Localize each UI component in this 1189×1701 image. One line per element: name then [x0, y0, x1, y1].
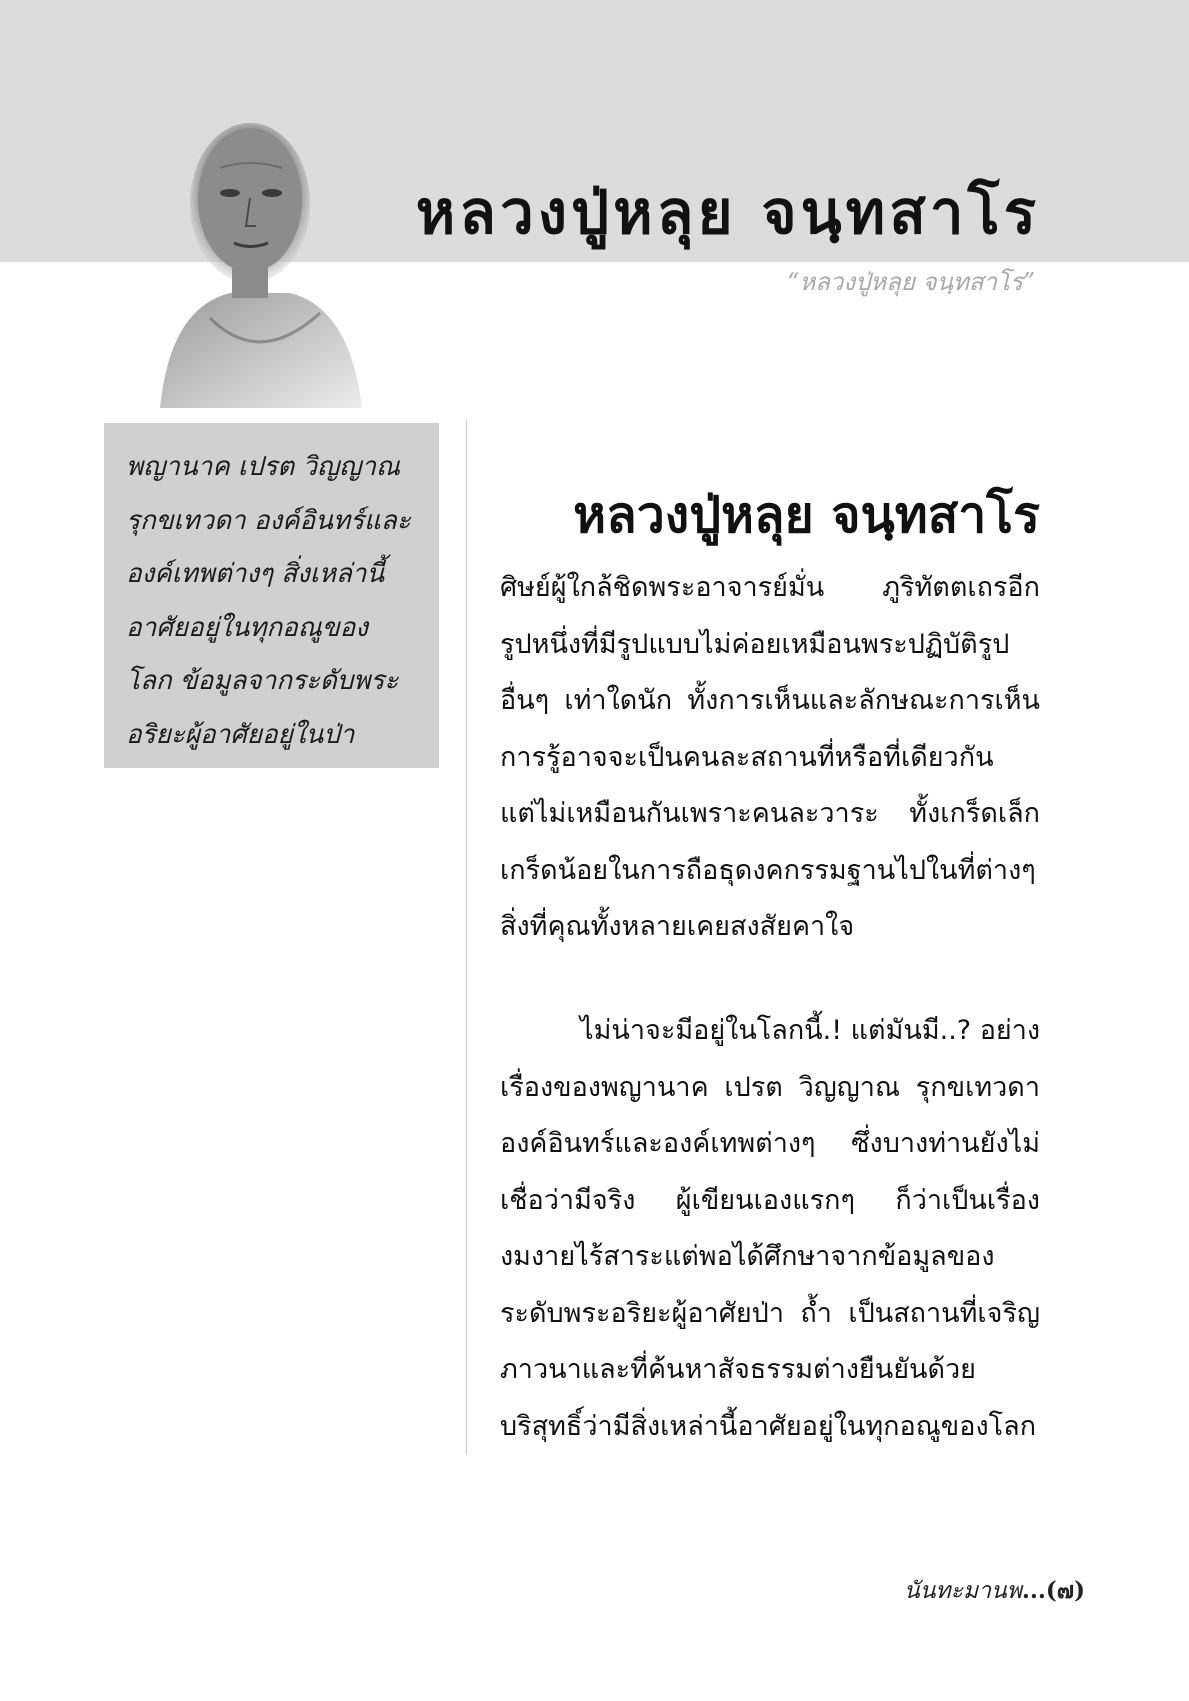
paragraph-line: เชื่อว่ามีจริง ผู้เขียนเองแรกๆ ก็ว่าเป็นเรื่อง [500, 1184, 1040, 1216]
paragraph-line: การรู้อาจจะเป็นคนละสถานที่หรือที่เดียวกัน [500, 741, 994, 773]
pull-quote-line: อาศัยอยู่ในทุกอณูของ [126, 612, 368, 643]
pull-quote-line: อริยะผู้อาศัยอยู่ในป่า [126, 719, 355, 750]
article-paragraph-2 [500, 1003, 1040, 1455]
pull-quote-line: โลก ข้อมูลจากระดับพระ [126, 666, 399, 696]
paragraph-line: ภาวนาและที่ค้นหาสัจธรรมต่างยืนยันด้วย [500, 1354, 976, 1385]
paragraph-line: ไม่น่าจะมีอยู่ในโลกนี้.! แต่มันมี..? อย่าง [580, 1015, 1041, 1046]
monk-portrait-image [150, 108, 365, 408]
footer-book-title: นันทะมานพ [903, 1578, 1022, 1604]
article-paragraph-1 [500, 560, 1040, 956]
page-title: หลวงปู่หลุย จนฺทสาโร [415, 178, 1040, 248]
paragraph-line: สิ่งที่คุณทั้งหลายเคยสงสัยคาใจ [500, 911, 855, 942]
column-divider [466, 420, 467, 1455]
paragraph-line: ศิษย์ผู้ใกล้ชิดพระอาจารย์มั่น ภูริทัตตเถรอีก [500, 572, 1040, 603]
pull-quote-line: องค์เทพต่างๆ สิ่งเหล่านี้ [126, 559, 385, 589]
page-footer [860, 1573, 1085, 1609]
paragraph-line: แต่ไม่เหมือนกันเพราะคนละวาระ ทั้งเกร็ดเล็ก [500, 798, 1040, 829]
pull-quote-line: พญานาค เปรต วิญญาณ [126, 452, 401, 482]
paragraph-line: บริสุทธิ์ว่ามีสิ่งเหล่านี้อาศัยอยู่ในทุกอณูของโลก [500, 1410, 1037, 1442]
pull-quote [104, 423, 439, 768]
paragraph-line: รูปหนึ่งที่มีรูปแบบไม่ค่อยเหมือนพระปฏิบัติรูป [500, 628, 1010, 660]
paragraph-line: อื่นๆ เท่าใดนัก ทั้งการเห็นและลักษณะการเห็น [500, 685, 1040, 716]
page-number: ...(๗) [1021, 1577, 1085, 1604]
monk-portrait [150, 108, 365, 408]
paragraph-line: เกร็ดน้อยในการถือธุดงคกรรมฐานไปในที่ต่างๆ [500, 854, 1036, 886]
paragraph-line: ระดับพระอริยะผู้อาศัยป่า ถ้ำ เป็นสถานที่เจริญ [500, 1297, 1040, 1329]
paragraph-line: งมงายไร้สาระแต่พอได้ศึกษาจากข้อมูลของ [500, 1241, 995, 1272]
paragraph-line: เรื่องของพญานาค เปรต วิญญาณ รุกขเทวดา [500, 1071, 1040, 1103]
pull-quote-line: รุกขเทวดา องค์อินทร์และ [126, 505, 411, 536]
paragraph-line: องค์อินทร์และองค์เทพต่างๆ ซึ่งบางท่านยังไม่ [500, 1128, 1040, 1159]
page-subtitle: “หลวงปู่หลุย จนฺทสาโร” [787, 268, 1035, 296]
article-title: หลวงปู่หลุย จนฺทสาโร [573, 485, 1040, 544]
